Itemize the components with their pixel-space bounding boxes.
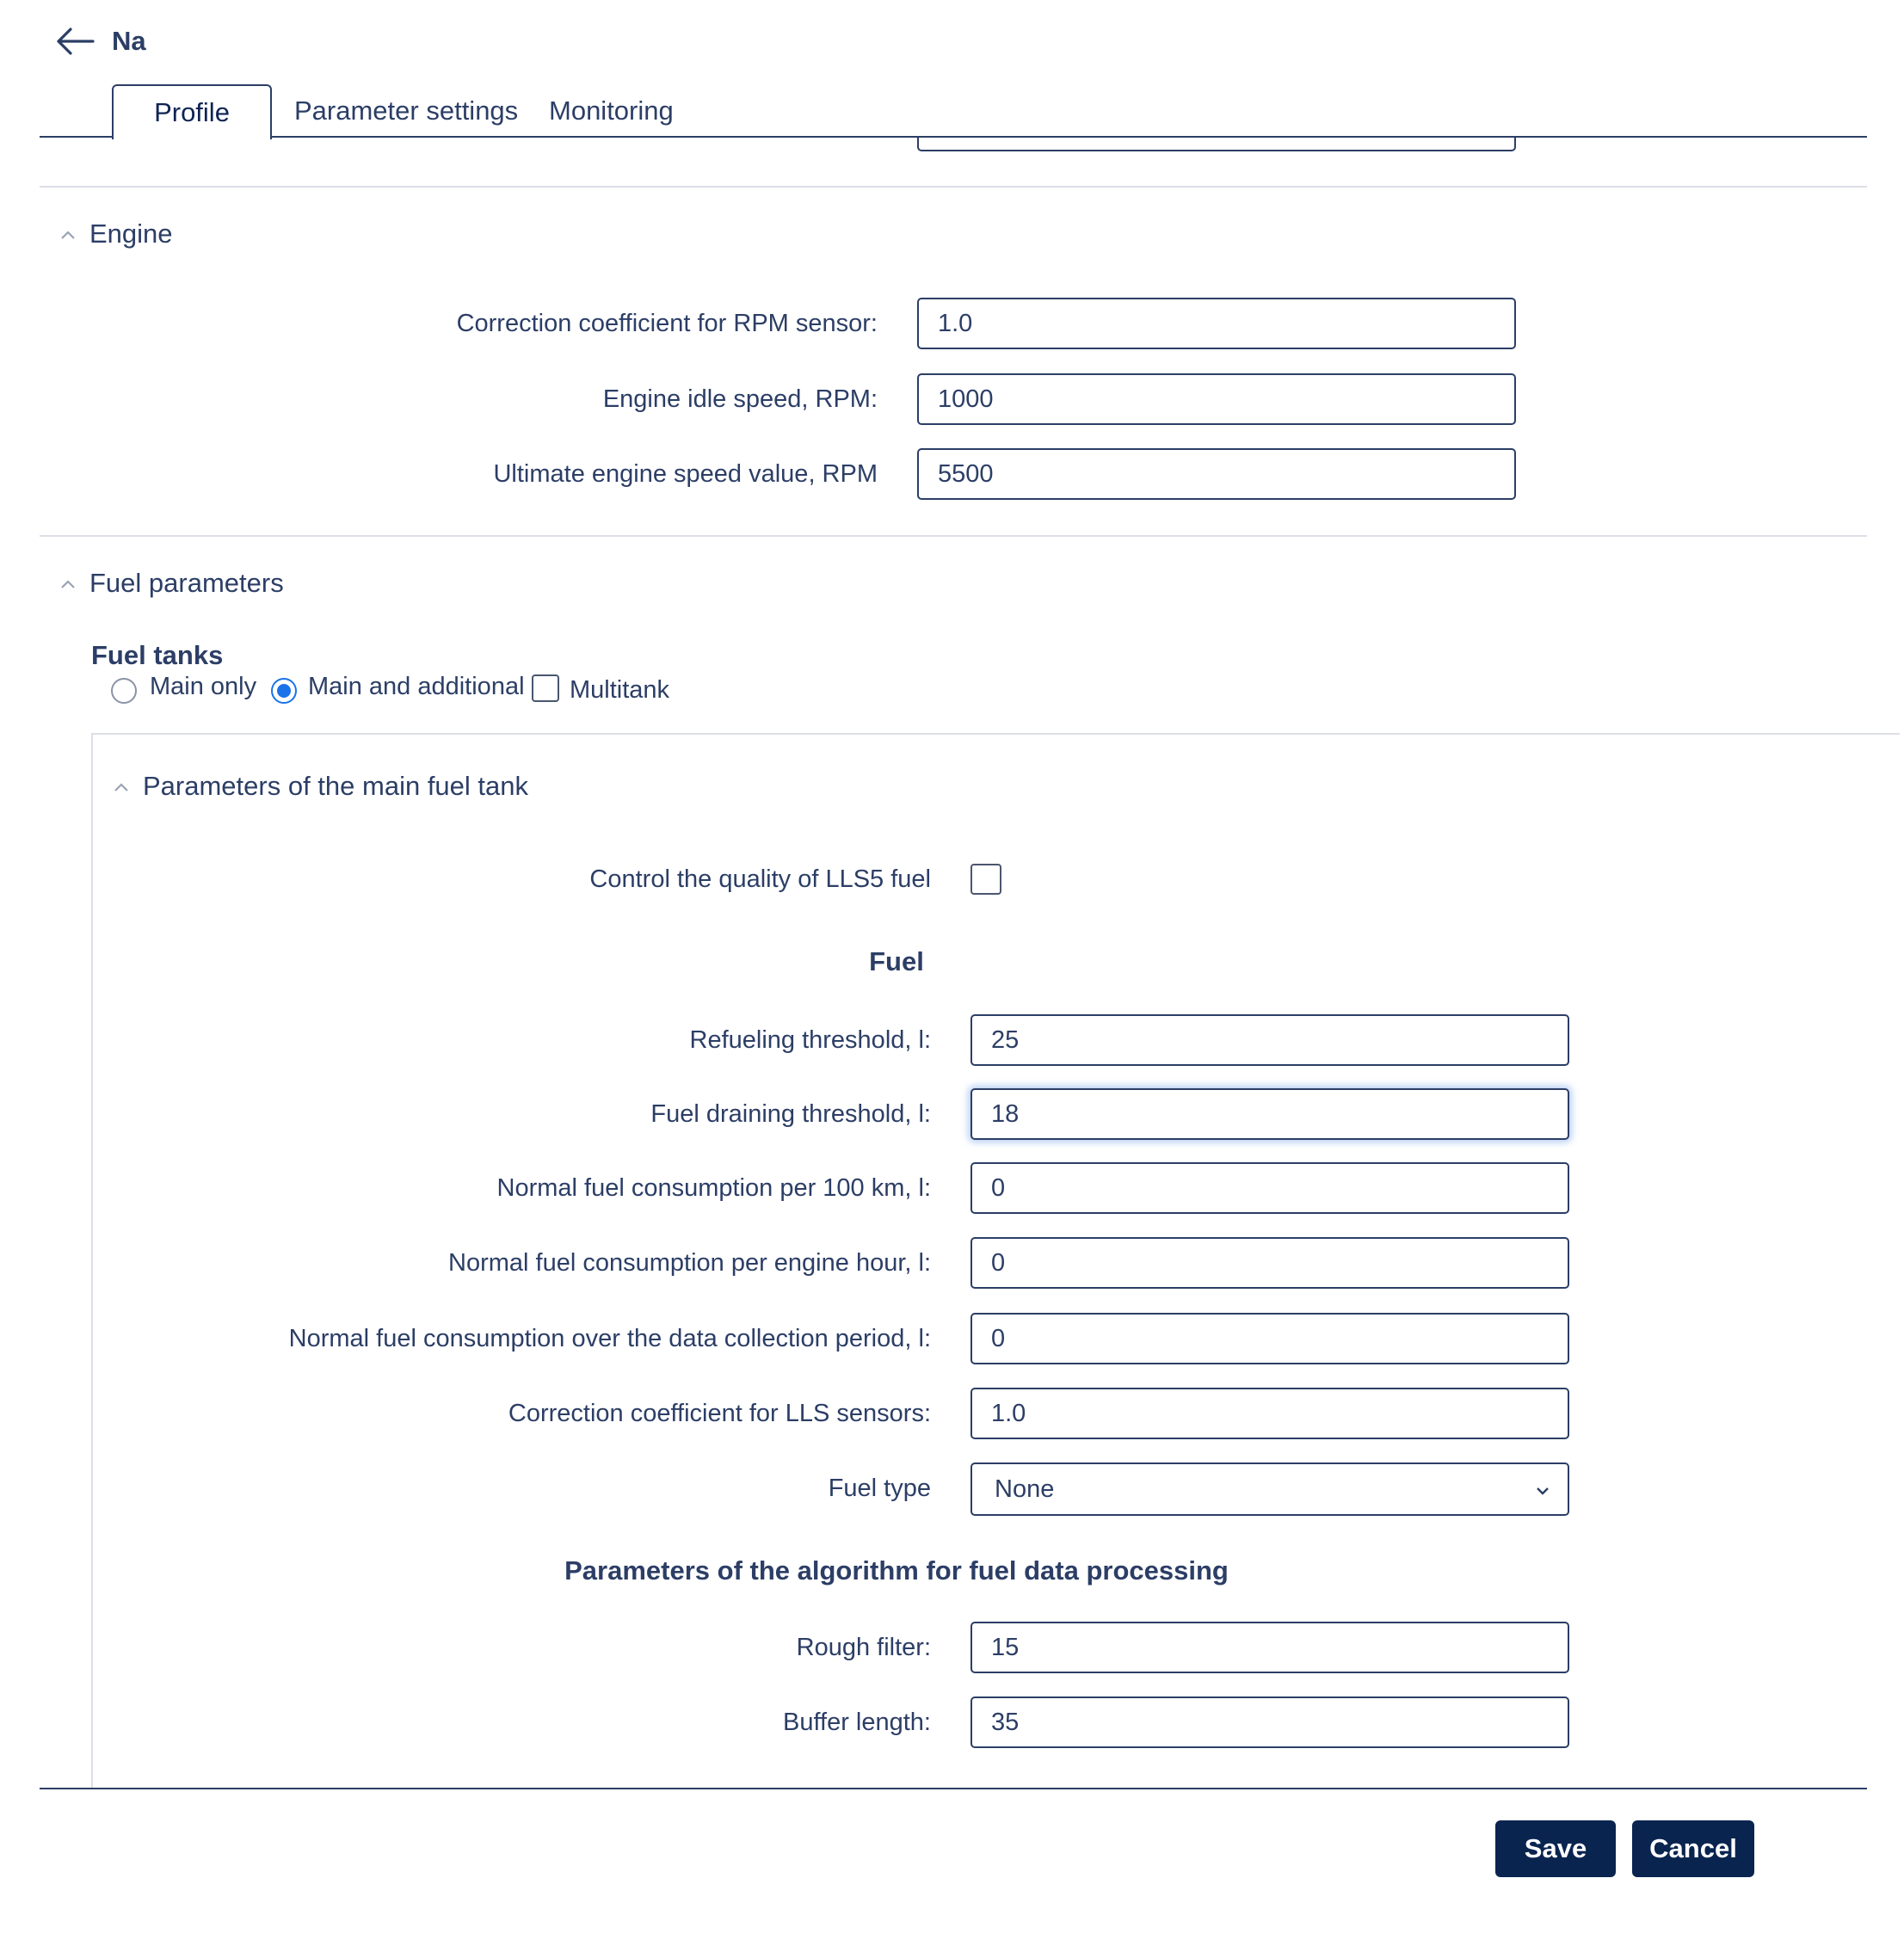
tab-monitoring[interactable]: Monitoring: [549, 95, 674, 126]
consumption-per-100km-input[interactable]: [970, 1162, 1569, 1214]
save-button[interactable]: Save: [1495, 1820, 1616, 1877]
refueling-threshold-label: Refueling threshold, l:: [689, 1026, 931, 1054]
algorithm-heading: Parameters of the algorithm for fuel data processing: [564, 1555, 1229, 1586]
rough-filter-input[interactable]: [970, 1622, 1569, 1673]
lls5-quality-checkbox[interactable]: [970, 864, 1001, 895]
fuel-parameters-title: Fuel parameters: [89, 568, 284, 598]
fuel-heading: Fuel: [869, 946, 924, 976]
back-arrow-icon[interactable]: [53, 24, 96, 58]
engine-section-header[interactable]: [59, 217, 173, 251]
cancel-button[interactable]: Cancel: [1632, 1820, 1754, 1877]
divider: [40, 535, 1867, 537]
engine-section-title: Engine: [89, 219, 173, 249]
main-only-label[interactable]: Main only: [150, 673, 257, 700]
tab-parameter-settings[interactable]: Parameter settings: [294, 95, 519, 126]
lls-correction-label: Correction coefficient for LLS sensors:: [508, 1400, 931, 1427]
lls5-quality-label: Control the quality of LLS5 fuel: [589, 865, 931, 893]
consumption-per-engine-hour-label: Normal fuel consumption per engine hour, l:: [448, 1249, 931, 1277]
main-tank-title: Parameters of the main fuel tank: [143, 771, 529, 801]
main-and-additional-label[interactable]: Main and additional: [308, 673, 525, 700]
divider: [40, 186, 1867, 188]
radio-main-and-additional[interactable]: [271, 678, 297, 704]
rpm-correction-input[interactable]: [917, 298, 1516, 349]
footer-divider: [40, 1788, 1867, 1789]
consumption-per-100km-label: Normal fuel consumption per 100 km, l:: [496, 1174, 931, 1202]
fuel-parameters-section-header[interactable]: [59, 566, 284, 600]
rpm-correction-label: Correction coefficient for RPM sensor:: [456, 310, 878, 337]
multitank-checkbox[interactable]: [532, 674, 559, 702]
refueling-threshold-input[interactable]: [970, 1014, 1569, 1066]
consumption-collection-period-input[interactable]: [970, 1313, 1569, 1364]
previous-section-input[interactable]: [917, 138, 1516, 151]
rough-filter-label: Rough filter:: [796, 1634, 931, 1661]
chevron-up-icon: [112, 779, 131, 797]
chevron-down-icon: [1533, 1481, 1552, 1500]
idle-speed-label: Engine idle speed, RPM:: [602, 385, 878, 413]
chevron-up-icon: [59, 226, 77, 245]
buffer-length-label: Buffer length:: [783, 1709, 931, 1736]
page-title: Na: [112, 26, 146, 56]
fuel-type-select[interactable]: [970, 1462, 1569, 1516]
buffer-length-input[interactable]: [970, 1696, 1569, 1748]
consumption-per-engine-hour-input[interactable]: [970, 1237, 1569, 1289]
main-tank-section-header[interactable]: [112, 769, 528, 804]
consumption-collection-period-label: Normal fuel consumption over the data collection period, l:: [288, 1325, 931, 1352]
ultimate-speed-input[interactable]: [917, 448, 1516, 500]
fuel-tanks-title: Fuel tanks: [91, 640, 224, 670]
lls-correction-input[interactable]: [970, 1388, 1569, 1439]
multitank-label[interactable]: Multitank: [570, 676, 670, 704]
tab-profile[interactable]: Profile: [112, 84, 272, 139]
profile-content[interactable]: [0, 138, 1904, 1789]
idle-speed-input[interactable]: [917, 373, 1516, 425]
radio-main-only[interactable]: [111, 678, 137, 704]
ultimate-speed-label: Ultimate engine speed value, RPM: [493, 460, 878, 488]
chevron-up-icon: [59, 576, 77, 594]
fuel-type-label: Fuel type: [828, 1475, 931, 1502]
fuel-type-value: None: [995, 1475, 1055, 1503]
draining-threshold-label: Fuel draining threshold, l:: [650, 1100, 931, 1128]
draining-threshold-input[interactable]: [970, 1088, 1569, 1140]
